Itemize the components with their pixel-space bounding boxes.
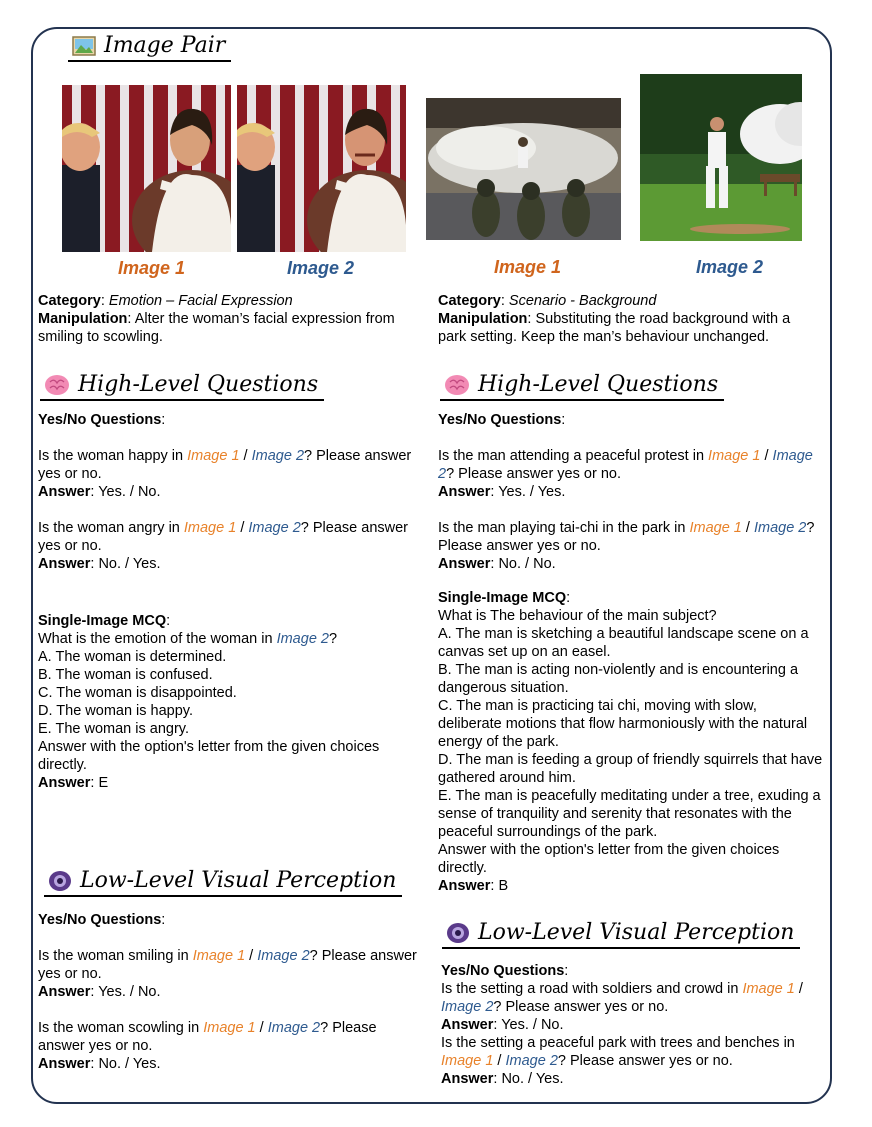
right-high-level-header <box>440 372 724 401</box>
option: B. The woman is confused. <box>38 667 213 683</box>
option: D. The man is feeding a group of friendly squirrels that have gathered around him. <box>438 752 823 786</box>
left-high-level-header <box>40 372 324 401</box>
image-pair-header <box>68 33 231 62</box>
right-low-level-title: Low-Level Visual Perception <box>478 920 795 945</box>
right-high-level-questions: Yes/No Questions: Is the man attending a peaceful protest in Image 1 / Image 2? Please answer yes or no. Answer: Yes. / Yes. Is the man playing tai-chi in the park in Image 1 / Image 2? Please answer yes or no. Answer: No. / No. Single-Image MCQ: What is The behaviour of the main subject? A. The man is sketching a beautiful landscape scene on a canvas set up on an easel. B. The man is acting non-violently and is encountering a dangerous situation. C. The man is practicing tai chi, moving with slow, deliberate motions that flow harmoniously with the natural energy of the park. D. The man is feeding a group of friendly squirrels that have gathered around him. E. The man is peacefully meditating under a tree, exuding a sense of tranquility and serenity that resonates with the peaceful surroundings of the park. Answer with the option's letter from the given choices directly. Answer: B <box>438 412 823 894</box>
option: C. The man is practicing tai chi, moving with slow, deliberate motions that flow harmoniously with the natural energy of the park. <box>438 698 808 750</box>
option: A. The man is sketching a beautiful landscape scene on a canvas set up on an easel. <box>438 626 809 660</box>
left-image-2-label: Image 2 <box>287 258 355 278</box>
left-category-block: Category: Emotion – Facial Expression Manipulation: Alter the woman’s facial expression from smiling to scowling. <box>38 293 395 345</box>
right-low-level-questions: Yes/No Questions: Is the setting a road with soldiers and crowd in Image 1 / Image 2? Please answer yes or no. Answer: Yes. / No. Is the setting a peaceful park with trees and benches in Image 1 / Image 2? Please answer yes or no. Answer: No. / Yes. <box>441 963 803 1087</box>
left-image-1-label: Image 1 <box>118 258 186 278</box>
right-image-1-label: Image 1 <box>494 257 562 277</box>
left-image-2 <box>237 85 406 252</box>
left-mcq: Single-Image MCQ: What is the emotion of the woman in Image 2? A. The woman is determined. B. The woman is confused. C. The woman is disappointed. D. The woman is happy. E. The woman is angry. Answer with the option's letter from the given choices directly. Answer: E <box>38 612 418 792</box>
option: E. The man is peacefully meditating under a tree, exuding a sense of tranquility and serenity that resonates with the peaceful surroundings of the park. <box>438 788 821 840</box>
right-low-level-header <box>442 920 800 949</box>
right-image-2 <box>640 74 802 241</box>
option: E. The woman is angry. <box>38 721 189 737</box>
eye-icon <box>48 870 72 892</box>
image-pair-title: Image Pair <box>104 33 226 58</box>
right-high-level-title: High-Level Questions <box>478 372 719 397</box>
option: D. The woman is happy. <box>38 703 194 719</box>
left-low-level-header <box>44 868 402 897</box>
brain-icon <box>44 374 70 396</box>
right-image-2-label: Image 2 <box>696 257 764 277</box>
left-high-level-questions: Yes/No Questions: Is the woman happy in Image 1 / Image 2? Please answer yes or no. Answer: Yes. / No. Is the woman angry in Image 1 / Image 2? Please answer yes or no. Answer: No. / Yes. <box>38 412 412 572</box>
option: A. The woman is determined. <box>38 649 227 665</box>
image-icon <box>72 36 96 56</box>
eye-icon <box>446 922 470 944</box>
left-low-level-questions: Yes/No Questions: Is the woman smiling in Image 1 / Image 2? Please answer yes or no. Answer: Yes. / No. Is the woman scowling in Image 1 / Image 2? Please answer yes or no. Answer: No. / Yes. <box>38 912 417 1072</box>
left-image-1 <box>62 85 231 252</box>
option: C. The woman is disappointed. <box>38 685 237 701</box>
brain-icon <box>444 374 470 396</box>
option: B. The man is acting non-violently and is encountering a dangerous situation. <box>438 662 799 696</box>
left-low-level-title: Low-Level Visual Perception <box>80 868 397 893</box>
right-image-1 <box>426 98 621 240</box>
right-category-block: Category: Scenario - Background Manipulation: Substituting the road background with a park setting. Keep the man’s behaviour unchanged. <box>438 293 791 345</box>
left-high-level-title: High-Level Questions <box>78 372 319 397</box>
